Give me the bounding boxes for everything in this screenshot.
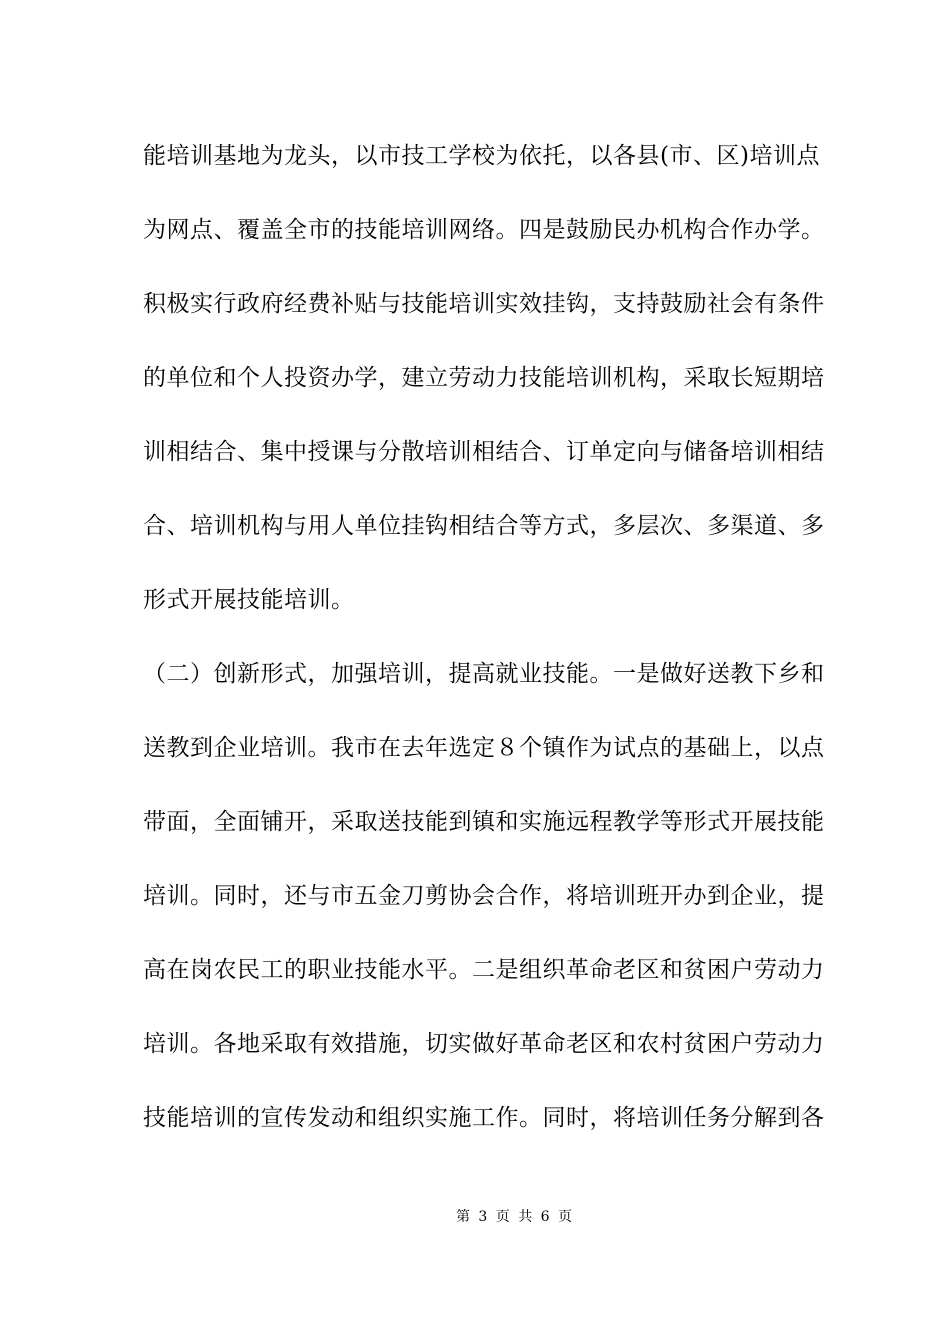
body-text-line: 培训。同时，还与市五金刀剪协会合作，将培训班开办到企业，提 bbox=[143, 883, 825, 909]
body-text-line: 带面，全面铺开，采取送技能到镇和实施远程教学等形式开展技能 bbox=[143, 809, 825, 835]
body-text-line: 为网点、覆盖全市的技能培训网络。四是鼓励民办机构合作办学。 bbox=[143, 217, 825, 243]
body-text-line: 培训。各地采取有效措施，切实做好革命老区和农村贫困户劳动力 bbox=[143, 1031, 825, 1057]
body-text-line: 形式开展技能培训。 bbox=[143, 587, 355, 613]
body-text-line: 高在岗农民工的职业技能水平。二是组织革命老区和贫困户劳动力 bbox=[143, 957, 825, 983]
body-text-line: 训相结合、集中授课与分散培训相结合、订单定向与储备培训相结 bbox=[143, 439, 825, 465]
body-text-line: 送教到企业培训。我市在去年选定８个镇作为试点的基础上，以点 bbox=[143, 735, 825, 761]
section-heading-line: （二）创新形式，加强培训，提高就业技能。一是做好送教下乡和 bbox=[143, 661, 825, 687]
body-text-line: 合、培训机构与用人单位挂钩相结合等方式，多层次、多渠道、多 bbox=[143, 513, 825, 539]
body-text-line: 的单位和个人投资办学，建立劳动力技能培训机构，采取长短期培 bbox=[143, 365, 825, 391]
body-text-line: 技能培训的宣传发动和组织实施工作。同时，将培训任务分解到各 bbox=[143, 1105, 825, 1131]
body-text-line: 积极实行政府经费补贴与技能培训实效挂钩，支持鼓励社会有条件 bbox=[143, 291, 825, 317]
body-text-line: 能培训基地为龙头，以市技工学校为依托，以各县(市、区)培训点 bbox=[143, 143, 820, 169]
page-footer: 第 3 页 共 6 页 bbox=[455, 1209, 575, 1225]
